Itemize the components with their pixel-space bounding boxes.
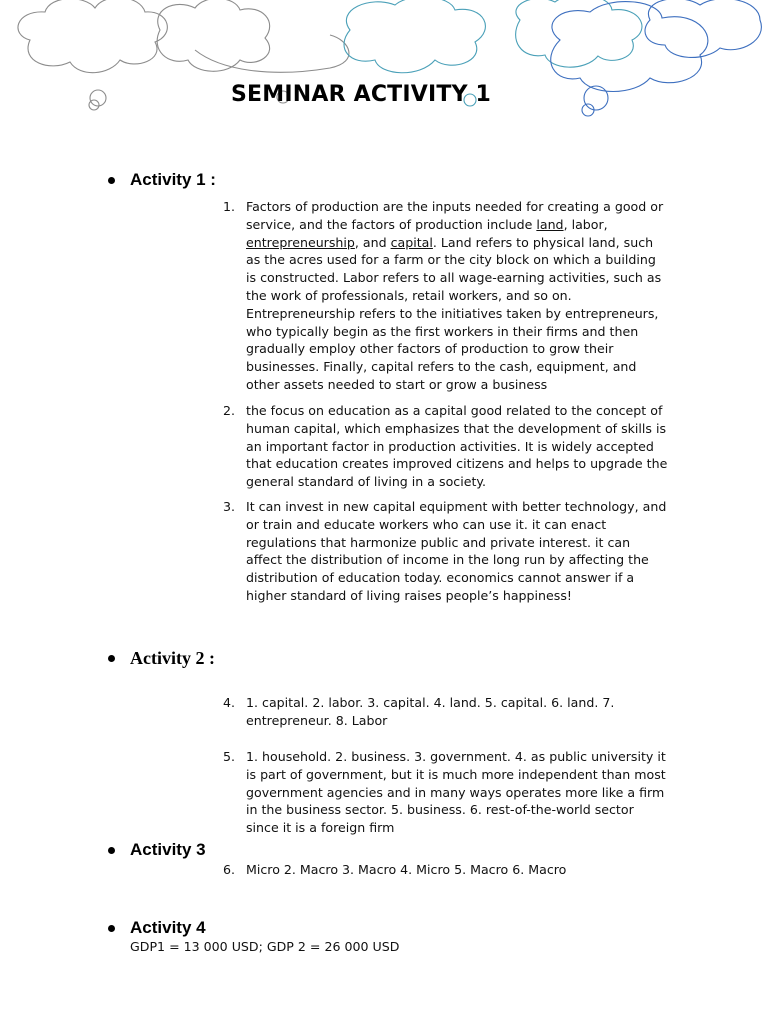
item-number: 1. <box>223 199 236 214</box>
entrepreneurship-link[interactable]: entrepreneurship <box>246 234 355 250</box>
item-text-mid1: , labor, <box>563 216 608 232</box>
item-text: 1. capital. 2. labor. 3. capital. 4. land. 5. capital. 6. land. 7. entrepreneur. 8. Labor <box>246 695 615 728</box>
bullet-icon <box>108 177 115 184</box>
list-item-4 <box>223 694 668 730</box>
activity-3-label: Activity 3 <box>130 840 206 859</box>
item-number: 3. <box>223 499 236 514</box>
activity-2-heading <box>108 648 215 669</box>
activity-4-label: Activity 4 <box>130 918 206 937</box>
item-number: 4. <box>223 695 236 710</box>
item-text <box>246 198 668 394</box>
activity-2-label: Activity 2 : <box>130 648 215 668</box>
item-text: the focus on education as a capital good related to the concept of human capital, which emphasizes that the development of skills is an important factor in production activities. It is widely accepted that education creates improved citizens and helps to upgrade the general standard of living in a society. <box>246 403 668 490</box>
activity-1-label: Activity 1 : <box>130 170 216 189</box>
item-number: 5. <box>223 749 236 764</box>
item-text: It can invest in new capital equipment with better technology, and or train and educate workers who can use it. it can enact regulations that harmonize public and private interest. it can affect the distribution of income in the long run by affecting the distribution of education today. economics cannot answer if a higher standard of living raises people’s happiness! <box>246 499 667 603</box>
land-link[interactable]: land <box>536 216 564 232</box>
item-text: 1. household. 2. business. 3. government. 4. as public university it is part of government, but it is much more independent than most government agencies and in many ways operates more like a firm in the business sector. 5. business. 6. rest-of-the-world sector since it is a foreign firm <box>246 749 666 836</box>
list-item-1 <box>223 198 668 394</box>
item-text-pre: Factors of production are the inputs needed for creating a good or service, and the factors of production include <box>246 199 664 232</box>
bullet-icon <box>108 847 115 854</box>
list-item-5 <box>223 748 668 837</box>
list-item-6 <box>223 861 668 879</box>
activity-1-heading <box>108 170 216 190</box>
page-title: SEMINAR ACTIVITY 1 <box>231 82 492 107</box>
item-text: Micro 2. Macro 3. Macro 4. Micro 5. Macro 6. Macro <box>246 862 567 877</box>
capital-link[interactable]: capital <box>390 234 433 250</box>
bullet-icon <box>108 655 115 662</box>
gdp-answer: GDP1 = 13 000 USD; GDP 2 = 26 000 USD <box>130 939 400 954</box>
list-item-2 <box>223 402 668 491</box>
activity-4-heading <box>108 918 206 938</box>
item-text-post: . Land refers to physical land, such as the acres used for a farm or the city block on which a building is constructed. Labor refers to all wage-earning activities, such as the work of professionals, retail workers, and so on. Entrepreneurship refers to the initiatives taken by entrepreneurs, who typically begin as the first workers in their firms and then gradually employ other factors of production to grow their businesses. Finally, capital refers to the cash, equipment, and other assets needed to start or grow a business <box>246 234 662 392</box>
item-text-mid2: , and <box>354 234 391 250</box>
item-number: 2. <box>223 403 236 418</box>
bullet-icon <box>108 925 115 932</box>
list-item-3 <box>223 498 668 605</box>
item-number: 6. <box>223 862 236 877</box>
activity-3-heading <box>108 840 206 860</box>
